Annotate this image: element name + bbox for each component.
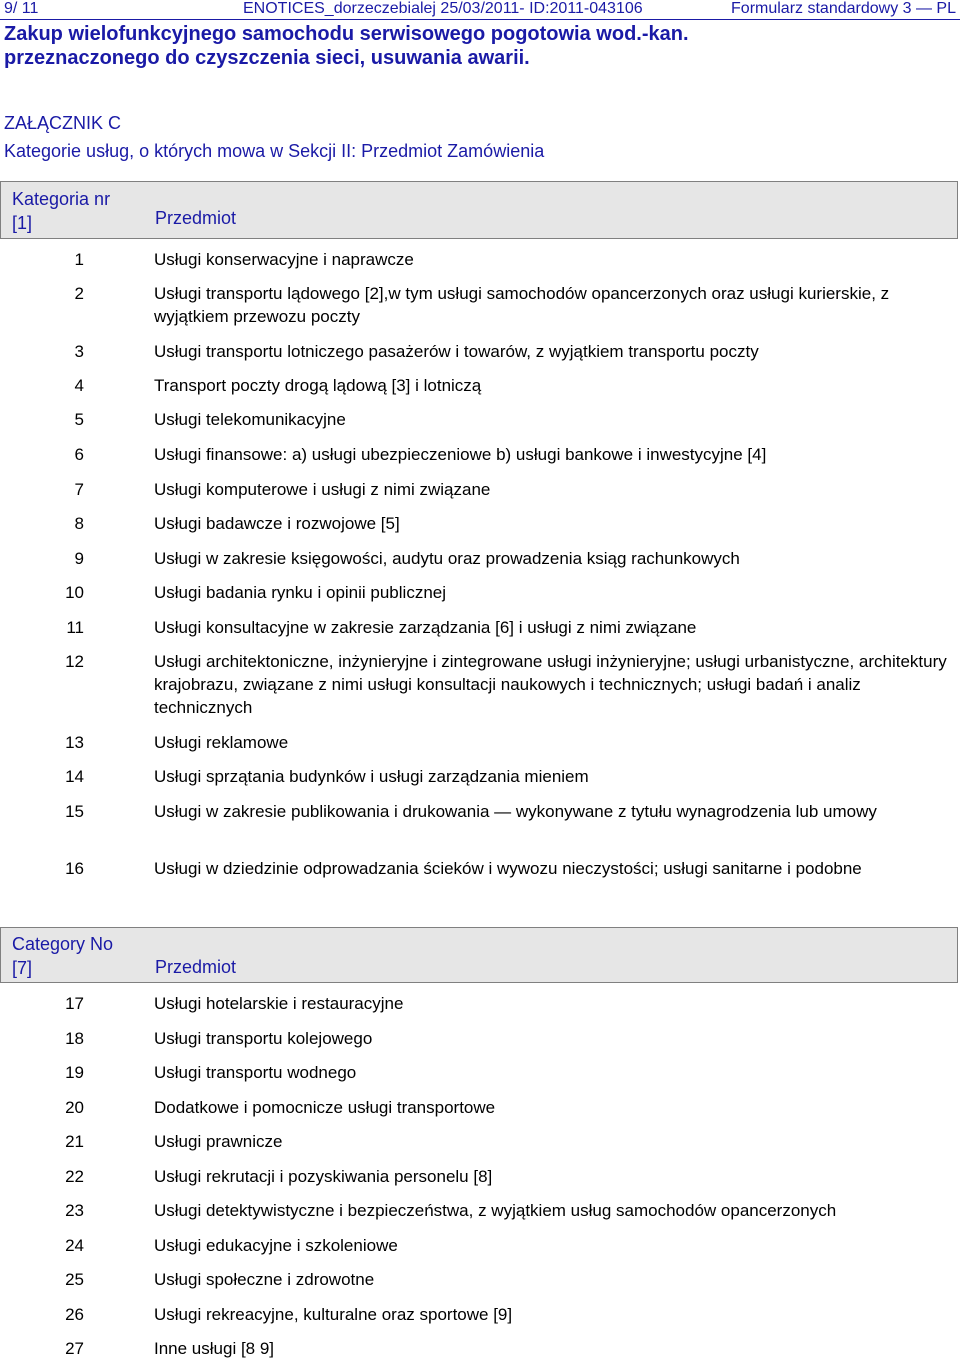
category-description: Usługi prawnicze (154, 1132, 283, 1151)
category-description: Usługi hotelarskie i restauracyjne (154, 994, 404, 1013)
category-number: 10 (65, 583, 84, 602)
category-description: Usługi w dziedzinie odprowadzania ścieków i wywozu nieczystości; usługi sanitarne i podobne (154, 859, 862, 878)
category-number: 16 (65, 859, 84, 878)
category-description: Usługi konserwacyjne i naprawcze (154, 250, 414, 269)
category-description: Usługi rekreacyjne, kulturalne oraz sportowe [9] (154, 1305, 513, 1324)
category-number: 3 (74, 342, 84, 361)
category-number: 17 (65, 994, 84, 1013)
category-number: 24 (65, 1236, 84, 1255)
header-divider (0, 19, 960, 20)
category-column-header (12, 932, 113, 980)
category-description: Usługi rekrutacji i pozyskiwania personelu [8] (154, 1167, 493, 1186)
category-number: 22 (65, 1167, 84, 1186)
category-number: 12 (65, 652, 84, 671)
category-number: 18 (65, 1029, 84, 1048)
category-number: 4 (74, 376, 84, 395)
annex-subtitle: Kategorie usług, o których mowa w Sekcji II: Przedmiot Zamówienia (4, 141, 545, 161)
category-description: Usługi sprzątania budynków i usługi zarządzania mieniem (154, 767, 589, 786)
category-number: 14 (65, 767, 84, 786)
category-description: Usługi komputerowe i usługi z nimi związane (154, 480, 491, 499)
subject-column-header: Przedmiot (155, 957, 237, 977)
category-table-2 (0, 927, 958, 1358)
category-description: Usługi transportu kolejowego (154, 1029, 373, 1048)
category-number: 11 (66, 618, 84, 637)
category-description: Transport poczty drogą lądową [3] i lotniczą (154, 376, 482, 395)
category-description: Usługi reklamowe (154, 733, 289, 752)
category-number: 2 (74, 284, 84, 303)
category-description: Usługi detektywistyczne i bezpieczeństwa, z wyjątkiem usług samochodów opancerzonych (154, 1201, 837, 1220)
category-header-line-1: Category No (12, 934, 114, 954)
category-number: 5 (74, 410, 84, 429)
category-description: Usługi architektoniczne, inżynieryjne i zintegrowane usługi inżynieryjne; usługi urbanistyczne, architektury krajobrazu, związane z nimi usługi konsultacji naukowych i technicznych; usługi badań i analiz technicznych (154, 652, 947, 717)
category-description: Usługi badawcze i rozwojowe [5] (154, 514, 400, 533)
category-header-line-2: [1] (12, 213, 33, 233)
category-description: Usługi badania rynku i opinii publicznej (154, 583, 447, 602)
category-number: 19 (65, 1063, 84, 1082)
subject-column-header: Przedmiot (155, 208, 237, 228)
category-column-header (12, 187, 110, 235)
page-number: 9/ 11 (4, 0, 39, 17)
category-description: Usługi transportu wodnego (154, 1063, 357, 1082)
category-description: Usługi transportu lądowego [2],w tym usługi samochodów opancerzonych oraz usługi kurierskie, z wyjątkiem przewozu poczty (154, 284, 890, 326)
category-description: Usługi społeczne i zdrowotne (154, 1270, 375, 1289)
table-header (0, 927, 958, 983)
category-number: 25 (65, 1270, 84, 1289)
category-description: Dodatkowe i pomocnicze usługi transportowe (154, 1098, 496, 1117)
category-number: 27 (65, 1339, 84, 1358)
category-number: 15 (65, 802, 84, 821)
category-description: Usługi transportu lotniczego pasażerów i towarów, z wyjątkiem transportu poczty (154, 342, 759, 361)
category-number: 20 (65, 1098, 84, 1117)
category-number: 7 (74, 480, 84, 499)
category-description: Usługi finansowe: a) usługi ubezpieczeniowe b) usługi bankowe i inwestycyjne [4] (154, 445, 767, 464)
category-number: 21 (65, 1132, 84, 1151)
document-title (4, 22, 954, 70)
category-number: 23 (65, 1201, 84, 1220)
category-description: Usługi edukacyjne i szkoleniowe (154, 1236, 398, 1255)
category-table-1 (0, 181, 958, 878)
notice-reference: ENOTICES_dorzeczebialej 25/03/2011- ID:2011-043106 (243, 0, 643, 17)
category-number: 9 (74, 549, 84, 568)
category-description: Inne usługi [8 9] (154, 1339, 275, 1358)
category-description: Usługi w zakresie księgowości, audytu oraz prowadzenia ksiąg rachunkowych (154, 549, 740, 568)
page-header (0, 0, 960, 18)
category-number: 8 (74, 514, 84, 533)
form-label: Formularz standardowy 3 — PL (731, 0, 956, 17)
category-number: 26 (65, 1305, 84, 1324)
category-number: 6 (74, 445, 84, 464)
category-description: Usługi w zakresie publikowania i drukowania — wykonywane z tytułu wynagrodzenia lub umowy (154, 802, 877, 821)
table-header (0, 181, 958, 239)
category-header-line-2: [7] (12, 958, 33, 978)
annex-heading (4, 112, 954, 162)
category-number: 13 (65, 733, 84, 752)
category-number: 1 (74, 250, 84, 269)
category-description: Usługi telekomunikacyjne (154, 410, 346, 429)
category-description: Usługi konsultacyjne w zakresie zarządzania [6] i usługi z nimi związane (154, 618, 697, 637)
annex-title: ZAŁĄCZNIK C (4, 113, 122, 133)
category-header-line-1: Kategoria nr (12, 189, 111, 209)
document-title-line-2: przeznaczonego do czyszczenia sieci, usuwania awarii. (4, 47, 530, 69)
document-title-line-1: Zakup wielofunkcyjnego samochodu serwisowego pogotowia wod.-kan. (4, 23, 689, 45)
